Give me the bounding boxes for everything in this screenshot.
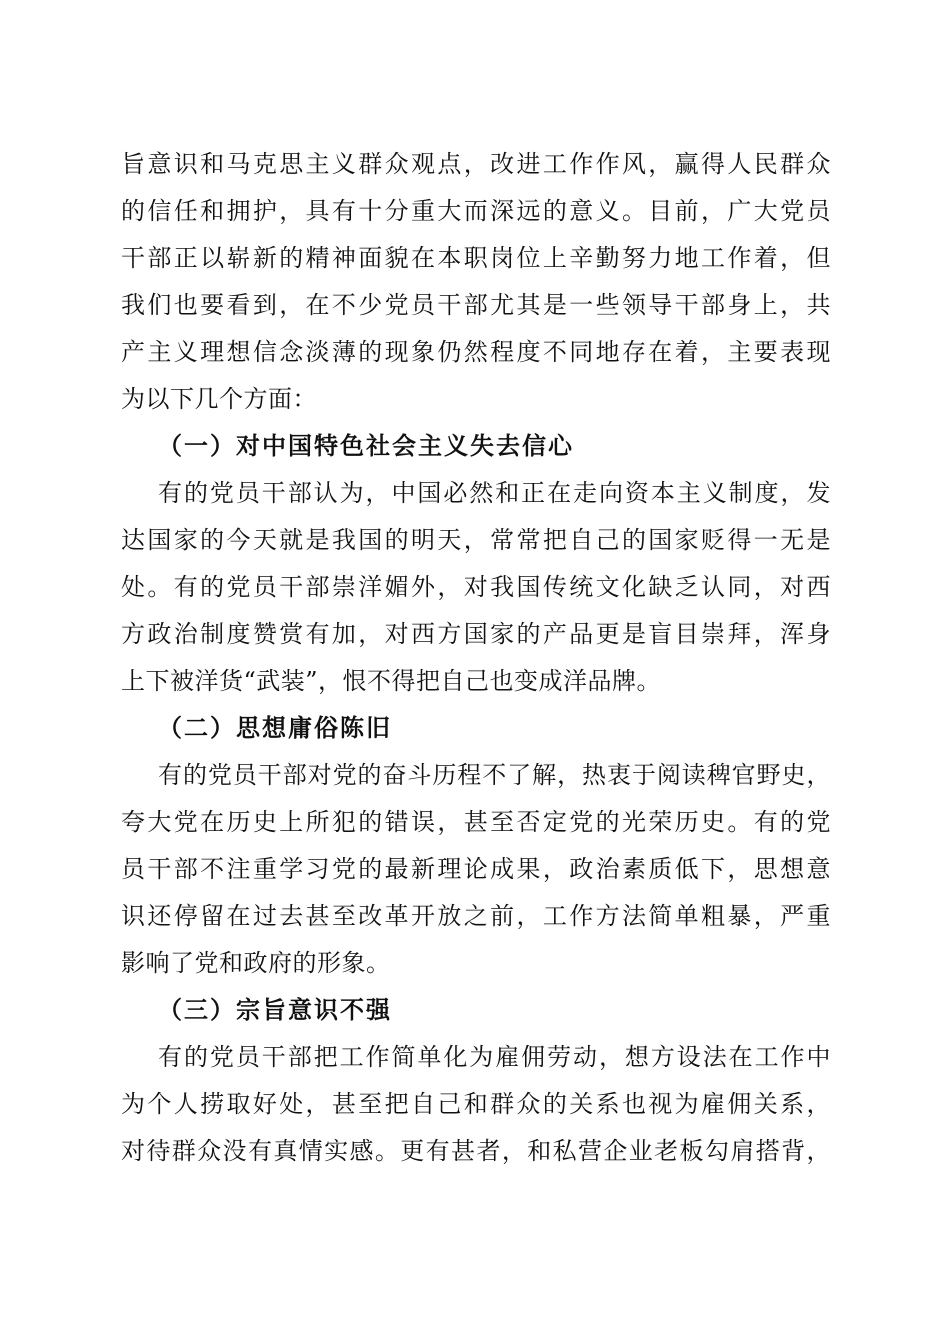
paragraph-line: 为以下几个方面：: [121, 385, 317, 413]
paragraph-line: 方政治制度赞赏有加，对西方国家的产品更是盲目崇拜，浑身: [121, 620, 831, 648]
paragraph-line: 对待群众没有真情实感。更有甚者，和私营企业老板勾肩搭背，: [121, 1137, 831, 1165]
paragraph-line: 有的党员干部对党的奋斗历程不了解，热衷于阅读稗官野史，: [158, 761, 831, 789]
paragraph-line: 员干部不注重学习党的最新理论成果，政治素质低下，思想意: [121, 855, 831, 883]
paragraph-line: 我们也要看到，在不少党员干部尤其是一些领导干部身上，共: [121, 291, 831, 319]
paragraph-line: 产主义理想信念淡薄的现象仍然程度不同地存在着，主要表现: [121, 338, 831, 366]
paragraph-line: 识还停留在过去甚至改革开放之前，工作方法简单粗暴，严重: [121, 902, 831, 930]
paragraph-line: 影响了党和政府的形象。: [121, 949, 391, 977]
section-heading-2: （二）思想庸俗陈旧: [158, 713, 392, 742]
paragraph-line: 上下被洋货“武装”，恨不得把自己也变成洋品牌。: [121, 667, 662, 695]
paragraph-line: 为个人捞取好处，甚至把自己和群众的关系也视为雇佣关系，: [121, 1090, 831, 1118]
paragraph-line: 旨意识和马克思主义群众观点，改进工作作风，赢得人民群众: [121, 150, 831, 178]
paragraph-line: 有的党员干部把工作简单化为雇佣劳动，想方设法在工作中: [158, 1043, 831, 1071]
paragraph-line: 干部正以崭新的精神面貌在本职岗位上辛勤努力地工作着，但: [121, 244, 831, 272]
paragraph-line: 的信任和拥护，具有十分重大而深远的意义。目前，广大党员: [121, 197, 831, 225]
paragraph-line: 达国家的今天就是我国的明天，常常把自己的国家贬得一无是: [121, 526, 831, 554]
paragraph-line: 夸大党在历史上所犯的错误，甚至否定党的光荣历史。有的党: [121, 808, 831, 836]
section-heading-1: （一）对中国特色社会主义失去信心: [158, 431, 574, 460]
paragraph-line: 有的党员干部认为，中国必然和正在走向资本主义制度，发: [158, 479, 831, 507]
paragraph-line: 处。有的党员干部崇洋媚外，对我国传统文化缺乏认同，对西: [121, 573, 831, 601]
section-heading-3: （三）宗旨意识不强: [158, 995, 392, 1024]
